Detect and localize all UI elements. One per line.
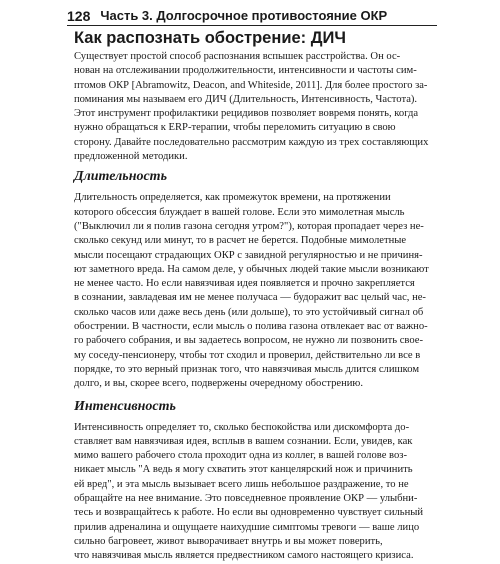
text-line: го рабочего собрания, и вы задаетесь вопросом, не нужно ли позвонить свое- <box>74 335 423 347</box>
text-line: обострении. В частности, если мысль о полива газона отвлекает вас от важно- <box>74 321 428 333</box>
subsection-title-intensity: Интенсивность <box>74 398 176 414</box>
text-line: ей вред", и эта мысль вызывает всего лишь небольшое раздражение, то не <box>74 478 409 490</box>
text-line: прилив адреналина и ощущаете наихудшие симптомы тревоги — ваше лицо <box>74 521 420 533</box>
running-header <box>67 3 437 26</box>
text-line: ют заметного вреда. На самом деле, у обычных людей такие мысли возникают <box>74 263 429 275</box>
text-line: нужно обращаться к ERP-терапии, чтобы переломить ситуацию в свою <box>74 122 396 134</box>
text-line: предложенной методики. <box>74 151 188 163</box>
section-title: Как распознать обострение: ДИЧ <box>74 29 346 47</box>
text-line: Этот инструмент профилактики рецидивов позволяет вовремя понять, когда <box>74 108 419 120</box>
text-line: сколько часов или даже весь день (или дольше), то это устойчивый сигнал об <box>74 306 424 318</box>
text-line: мимо вашего рабочего стола проходит одна из коллег, в вашей голове воз- <box>74 450 407 462</box>
page-body <box>74 28 430 564</box>
page-number: 128 <box>67 8 91 24</box>
text-line: тесь и возвращайтесь к работе. Но если вы одновременно чувствует сильный <box>74 507 424 519</box>
text-line: что навязчивая мысль является предвестником самого настоящего кризиса. <box>74 550 414 562</box>
text-line: порядке, то это верный признак того, что навязчивая мысль длится слишком <box>74 363 420 375</box>
text-line: в сознании, завладевая им не менее получаса — будоражит вас целый час, не- <box>74 292 426 304</box>
text-line: Существует простой способ распознания вспышек расстройства. Он ос- <box>74 51 401 62</box>
text-line: сторону. Давайте последовательно рассмотрим каждую из трех составляющих <box>74 136 429 148</box>
text-line: долго, и вы, скорее всего, подвержены очередному обострению. <box>74 378 363 390</box>
text-line: сколько секунд или минут, то в расчет не берется. Подобные мимолетные <box>74 235 407 247</box>
text-line: никает мысль "А ведь я могу схватить этот канцелярский нож и причинить <box>74 464 413 476</box>
intro-paragraph <box>74 50 430 164</box>
text-line: Длительность определяется, как промежуток времени, на протяжении <box>74 192 391 204</box>
text-line: птомов ОКР [Abramowitz, Deacon, and Whiteside, 2011]. Для более простого за- <box>74 79 428 91</box>
text-line: ("Выключил ли я полив газона сегодня утром?"), которая пропадает через не- <box>74 220 424 232</box>
text-line: ставляет вам навязчивая идея, всплыв в вашем сознании. Если, увидев, как <box>74 435 413 447</box>
text-line: поминания мы называем его ДИЧ (Длительность, Интенсивность, Частота). <box>74 93 418 105</box>
running-title: Часть 3. Долгосрочное противостояние ОКР <box>100 8 388 23</box>
text-line: обращайте на нее внимание. Это повседневное проявление ОКР — улыбни- <box>74 493 418 505</box>
intensity-paragraph <box>74 421 430 564</box>
text-line: сильно багровеет, живот выворачивает внутрь и вы может поверить, <box>74 535 383 547</box>
text-line: Интенсивность определяет то, сколько беспокойства или дискомфорта до- <box>74 421 410 433</box>
text-line: которого обсессия блуждает в вашей голове. Если это мимолетная мысль <box>74 206 405 218</box>
text-line: нован на отслеживании продолжительности, интенсивности и частоты сим- <box>74 65 417 77</box>
duration-paragraph <box>74 191 430 391</box>
text-line: му соседу-пенсионеру, чтобы тот сходил и проверил, действительно ли все в <box>74 349 421 361</box>
text-line: мысли посещают страдающих ОКР с завидной регулярностью и не причиня- <box>74 249 423 261</box>
subsection-title-duration: Длительность <box>74 169 167 185</box>
text-line: не менее часто. Но если навязчивая идея появляется и прочно закрепляется <box>74 278 415 290</box>
